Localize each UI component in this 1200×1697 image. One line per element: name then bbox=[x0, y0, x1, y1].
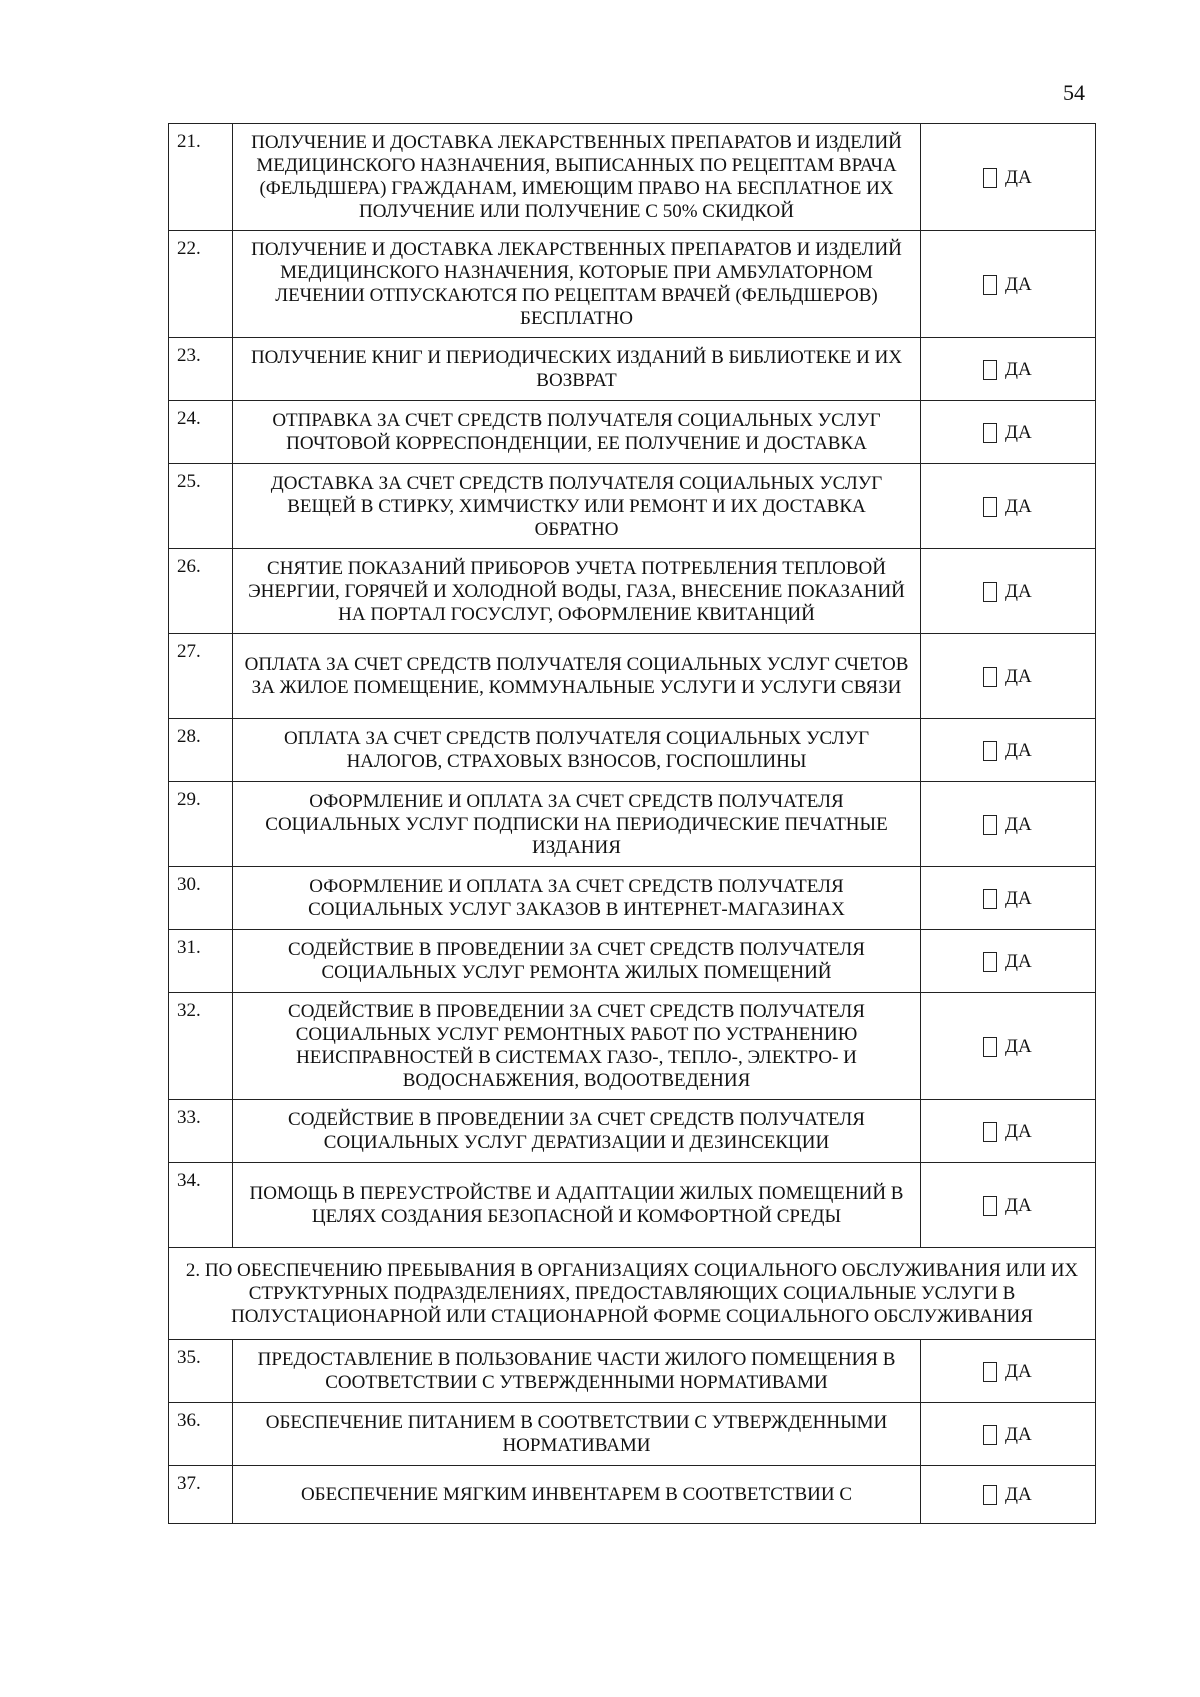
checkbox[interactable] bbox=[983, 1122, 997, 1142]
row-number: 31. bbox=[169, 930, 233, 993]
table-row bbox=[169, 782, 1096, 867]
table-row bbox=[169, 401, 1096, 464]
checkbox[interactable] bbox=[983, 1485, 997, 1505]
section-header: 2. ПО ОБЕСПЕЧЕНИЮ ПРЕБЫВАНИЯ В ОРГАНИЗАЦИЯХ СОЦИАЛЬНОГО ОБСЛУЖИВАНИЯ ИЛИ ИХ СТРУКТУРНЫХ ПОДРАЗДЕЛЕНИЯХ, ПРЕДОСТАВЛЯЮЩИХ СОЦИАЛЬНЫЕ УСЛУГИ В ПОЛУСТАЦИОНАРНОЙ ИЛИ СТАЦИОНАРНОЙ ФОРМЕ СОЦИАЛЬНОГО ОБСЛУЖИВАНИЯ bbox=[169, 1248, 1096, 1340]
option-label: ДА bbox=[1005, 740, 1032, 762]
table-row bbox=[169, 930, 1096, 993]
option-label: ДА bbox=[1005, 274, 1032, 296]
service-description: ДОСТАВКА ЗА СЧЕТ СРЕДСТВ ПОЛУЧАТЕЛЯ СОЦИАЛЬНЫХ УСЛУГ ВЕЩЕЙ В СТИРКУ, ХИМЧИСТКУ ИЛИ РЕМОНТ И ИХ ДОСТАВКА ОБРАТНО bbox=[233, 464, 921, 549]
checkbox[interactable] bbox=[983, 168, 997, 188]
table-row bbox=[169, 1163, 1096, 1248]
option-label: ДА bbox=[1005, 888, 1032, 910]
option-label: ДА bbox=[1005, 666, 1032, 688]
option-cell bbox=[921, 782, 1096, 867]
row-number: 21. bbox=[169, 124, 233, 231]
option-cell bbox=[921, 1163, 1096, 1248]
service-description: ПОЛУЧЕНИЕ И ДОСТАВКА ЛЕКАРСТВЕННЫХ ПРЕПАРАТОВ И ИЗДЕЛИЙ МЕДИЦИНСКОГО НАЗНАЧЕНИЯ, КОТОРЫЕ ПРИ АМБУЛАТОРНОМ ЛЕЧЕНИИ ОТПУСКАЮТСЯ ПО РЕЦЕПТАМ ВРАЧЕЙ (ФЕЛЬДШЕРОВ) БЕСПЛАТНО bbox=[233, 231, 921, 338]
service-description: ОБЕСПЕЧЕНИЕ ПИТАНИЕМ В СООТВЕТСТВИИ С УТВЕРЖДЕННЫМИ НОРМАТИВАМИ bbox=[233, 1403, 921, 1466]
option-label: ДА bbox=[1005, 1195, 1032, 1217]
table-row bbox=[169, 338, 1096, 401]
option-label: ДА bbox=[1005, 581, 1032, 603]
table-row bbox=[169, 1466, 1096, 1524]
service-description: ОПЛАТА ЗА СЧЕТ СРЕДСТВ ПОЛУЧАТЕЛЯ СОЦИАЛЬНЫХ УСЛУГ СЧЕТОВ ЗА ЖИЛОЕ ПОМЕЩЕНИЕ, КОММУНАЛЬНЫЕ УСЛУГИ И УСЛУГИ СВЯЗИ bbox=[233, 634, 921, 719]
row-number: 35. bbox=[169, 1340, 233, 1403]
service-description: ПОЛУЧЕНИЕ КНИГ И ПЕРИОДИЧЕСКИХ ИЗДАНИЙ В БИБЛИОТЕКЕ И ИХ ВОЗВРАТ bbox=[233, 338, 921, 401]
option-label: ДА bbox=[1005, 422, 1032, 444]
checkbox[interactable] bbox=[983, 1362, 997, 1382]
row-number: 26. bbox=[169, 549, 233, 634]
option-label: ДА bbox=[1005, 1484, 1032, 1506]
option-cell bbox=[921, 867, 1096, 930]
row-number: 24. bbox=[169, 401, 233, 464]
option-cell bbox=[921, 124, 1096, 231]
option-cell bbox=[921, 549, 1096, 634]
option-cell bbox=[921, 231, 1096, 338]
row-number: 23. bbox=[169, 338, 233, 401]
table-row bbox=[169, 231, 1096, 338]
option-label: ДА bbox=[1005, 167, 1032, 189]
service-description: ОФОРМЛЕНИЕ И ОПЛАТА ЗА СЧЕТ СРЕДСТВ ПОЛУЧАТЕЛЯ СОЦИАЛЬНЫХ УСЛУГ ЗАКАЗОВ В ИНТЕРНЕТ-МАГАЗИНАХ bbox=[233, 867, 921, 930]
option-label: ДА bbox=[1005, 951, 1032, 973]
service-description: ОБЕСПЕЧЕНИЕ МЯГКИМ ИНВЕНТАРЕМ В СООТВЕТСТВИИ С bbox=[233, 1466, 921, 1524]
service-description: ОФОРМЛЕНИЕ И ОПЛАТА ЗА СЧЕТ СРЕДСТВ ПОЛУЧАТЕЛЯ СОЦИАЛЬНЫХ УСЛУГ ПОДПИСКИ НА ПЕРИОДИЧЕСКИЕ ПЕЧАТНЫЕ ИЗДАНИЯ bbox=[233, 782, 921, 867]
row-number: 29. bbox=[169, 782, 233, 867]
table-row bbox=[169, 993, 1096, 1100]
table-row bbox=[169, 1340, 1096, 1403]
page-number: 54 bbox=[1063, 80, 1085, 105]
table-row bbox=[169, 1100, 1096, 1163]
row-number: 37. bbox=[169, 1466, 233, 1524]
row-number: 25. bbox=[169, 464, 233, 549]
option-cell bbox=[921, 930, 1096, 993]
checkbox[interactable] bbox=[983, 815, 997, 835]
option-label: ДА bbox=[1005, 1361, 1032, 1383]
option-cell bbox=[921, 719, 1096, 782]
checkbox[interactable] bbox=[983, 497, 997, 517]
table-row bbox=[169, 549, 1096, 634]
section-header-row bbox=[169, 1248, 1096, 1340]
table-row bbox=[169, 1403, 1096, 1466]
row-number: 30. bbox=[169, 867, 233, 930]
checkbox[interactable] bbox=[983, 889, 997, 909]
table-row bbox=[169, 634, 1096, 719]
option-cell bbox=[921, 1100, 1096, 1163]
service-description: ОТПРАВКА ЗА СЧЕТ СРЕДСТВ ПОЛУЧАТЕЛЯ СОЦИАЛЬНЫХ УСЛУГ ПОЧТОВОЙ КОРРЕСПОНДЕНЦИИ, ЕЕ ПОЛУЧЕНИЕ И ДОСТАВКА bbox=[233, 401, 921, 464]
checkbox[interactable] bbox=[983, 423, 997, 443]
option-label: ДА bbox=[1005, 359, 1032, 381]
checkbox[interactable] bbox=[983, 582, 997, 602]
row-number: 36. bbox=[169, 1403, 233, 1466]
services-table bbox=[168, 123, 1096, 1524]
option-cell bbox=[921, 464, 1096, 549]
option-cell bbox=[921, 1466, 1096, 1524]
option-cell bbox=[921, 634, 1096, 719]
option-cell bbox=[921, 1340, 1096, 1403]
checkbox[interactable] bbox=[983, 360, 997, 380]
row-number: 28. bbox=[169, 719, 233, 782]
checkbox[interactable] bbox=[983, 667, 997, 687]
checkbox[interactable] bbox=[983, 1196, 997, 1216]
service-description: ПРЕДОСТАВЛЕНИЕ В ПОЛЬЗОВАНИЕ ЧАСТИ ЖИЛОГО ПОМЕЩЕНИЯ В СООТВЕТСТВИИ С УТВЕРЖДЕННЫМИ НОРМАТИВАМИ bbox=[233, 1340, 921, 1403]
option-cell bbox=[921, 993, 1096, 1100]
service-description: СОДЕЙСТВИЕ В ПРОВЕДЕНИИ ЗА СЧЕТ СРЕДСТВ ПОЛУЧАТЕЛЯ СОЦИАЛЬНЫХ УСЛУГ ДЕРАТИЗАЦИИ И ДЕЗИНСЕКЦИИ bbox=[233, 1100, 921, 1163]
service-description: СОДЕЙСТВИЕ В ПРОВЕДЕНИИ ЗА СЧЕТ СРЕДСТВ ПОЛУЧАТЕЛЯ СОЦИАЛЬНЫХ УСЛУГ РЕМОНТНЫХ РАБОТ ПО УСТРАНЕНИЮ НЕИСПРАВНОСТЕЙ В СИСТЕМАХ ГАЗО-, ТЕПЛО-, ЭЛЕКТРО- И ВОДОСНАБЖЕНИЯ, ВОДООТВЕДЕНИЯ bbox=[233, 993, 921, 1100]
option-label: ДА bbox=[1005, 1424, 1032, 1446]
option-label: ДА bbox=[1005, 1121, 1032, 1143]
service-description: ОПЛАТА ЗА СЧЕТ СРЕДСТВ ПОЛУЧАТЕЛЯ СОЦИАЛЬНЫХ УСЛУГ НАЛОГОВ, СТРАХОВЫХ ВЗНОСОВ, ГОСПОШЛИНЫ bbox=[233, 719, 921, 782]
row-number: 22. bbox=[169, 231, 233, 338]
checkbox[interactable] bbox=[983, 1425, 997, 1445]
row-number: 33. bbox=[169, 1100, 233, 1163]
row-number: 34. bbox=[169, 1163, 233, 1248]
checkbox[interactable] bbox=[983, 275, 997, 295]
option-label: ДА bbox=[1005, 496, 1032, 518]
row-number: 27. bbox=[169, 634, 233, 719]
service-description: СНЯТИЕ ПОКАЗАНИЙ ПРИБОРОВ УЧЕТА ПОТРЕБЛЕНИЯ ТЕПЛОВОЙ ЭНЕРГИИ, ГОРЯЧЕЙ И ХОЛОДНОЙ ВОДЫ, ГАЗА, ВНЕСЕНИЕ ПОКАЗАНИЙ НА ПОРТАЛ ГОСУСЛУГ, ОФОРМЛЕНИЕ КВИТАНЦИЙ bbox=[233, 549, 921, 634]
row-number: 32. bbox=[169, 993, 233, 1100]
table-row bbox=[169, 124, 1096, 231]
table-row bbox=[169, 867, 1096, 930]
service-description: СОДЕЙСТВИЕ В ПРОВЕДЕНИИ ЗА СЧЕТ СРЕДСТВ ПОЛУЧАТЕЛЯ СОЦИАЛЬНЫХ УСЛУГ РЕМОНТА ЖИЛЫХ ПОМЕЩЕНИЙ bbox=[233, 930, 921, 993]
checkbox[interactable] bbox=[983, 741, 997, 761]
table-row bbox=[169, 719, 1096, 782]
service-description: ПОЛУЧЕНИЕ И ДОСТАВКА ЛЕКАРСТВЕННЫХ ПРЕПАРАТОВ И ИЗДЕЛИЙ МЕДИЦИНСКОГО НАЗНАЧЕНИЯ, ВЫПИСАННЫХ ПО РЕЦЕПТАМ ВРАЧА (ФЕЛЬДШЕРА) ГРАЖДАНАМ, ИМЕЮЩИМ ПРАВО НА БЕСПЛАТНОЕ ИХ ПОЛУЧЕНИЕ ИЛИ ПОЛУЧЕНИЕ С 50% СКИДКОЙ bbox=[233, 124, 921, 231]
checkbox[interactable] bbox=[983, 1037, 997, 1057]
option-cell bbox=[921, 401, 1096, 464]
checkbox[interactable] bbox=[983, 952, 997, 972]
option-cell bbox=[921, 338, 1096, 401]
option-label: ДА bbox=[1005, 814, 1032, 836]
option-cell bbox=[921, 1403, 1096, 1466]
option-label: ДА bbox=[1005, 1036, 1032, 1058]
service-description: ПОМОЩЬ В ПЕРЕУСТРОЙСТВЕ И АДАПТАЦИИ ЖИЛЫХ ПОМЕЩЕНИЙ В ЦЕЛЯХ СОЗДАНИЯ БЕЗОПАСНОЙ И КОМФОРТНОЙ СРЕДЫ bbox=[233, 1163, 921, 1248]
table-row bbox=[169, 464, 1096, 549]
